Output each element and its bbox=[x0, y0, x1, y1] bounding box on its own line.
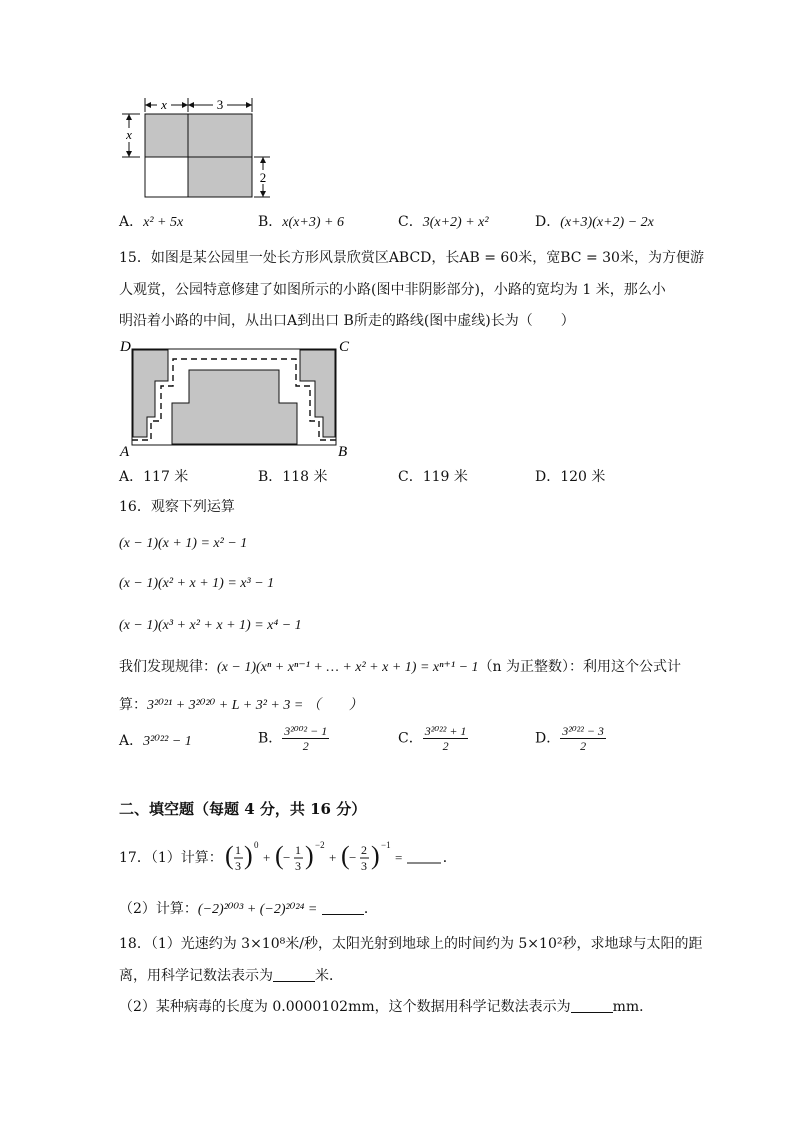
svg-text:): ) bbox=[243, 841, 253, 870]
q15-option-b-text: 118 米 bbox=[282, 469, 328, 485]
q18-part2-a: （2）某种病毒的长度为 0.0000102mm，这个数据用科学记数法表示为 bbox=[119, 999, 571, 1015]
q16-rule-prefix: 我们发现规律： bbox=[119, 659, 217, 675]
q14-figure bbox=[118, 94, 278, 204]
q18-part2 bbox=[119, 997, 653, 1017]
q17-part1-prefix: 17．（1）计算： bbox=[119, 850, 223, 866]
svg-text:−1: −1 bbox=[380, 840, 391, 850]
q17-part1-expression bbox=[225, 839, 443, 877]
q14-option-d-expr: (x+3)(x+2) − 2x bbox=[560, 215, 654, 230]
q18-part1-answer-blank bbox=[273, 967, 315, 982]
q16-calc-prefix: 算： bbox=[119, 697, 147, 713]
svg-text:): ) bbox=[304, 841, 314, 870]
svg-text:1: 1 bbox=[234, 843, 241, 857]
q15-label-c: C bbox=[339, 339, 350, 355]
q16-title: 16．观察下列运算 bbox=[119, 499, 235, 515]
q15-label-d: D bbox=[120, 339, 131, 355]
q17-part2-answer-blank bbox=[322, 900, 364, 915]
q15-option-c-text: 119 米 bbox=[422, 469, 468, 485]
q16-option-b-numerator: 3²⁰⁰² − 1 bbox=[284, 724, 328, 738]
q17-part1: 17．（1）计算： ( 1 3 ) 0 + ( − 1 3 ) −2 + ( − 2 3 ) −1 = ． bbox=[119, 840, 457, 876]
svg-text:2: 2 bbox=[360, 843, 367, 857]
q15-option-d-text: 120 米 bbox=[560, 469, 606, 485]
q14-option-b-expr: x(x+3) + 6 bbox=[282, 215, 344, 230]
q15-figure bbox=[116, 336, 356, 460]
q15-option-d-label: D． bbox=[535, 469, 561, 485]
q15-option-c-label: C． bbox=[398, 469, 423, 485]
q14-option-d bbox=[535, 212, 654, 233]
q14-option-a-label: A． bbox=[119, 214, 144, 230]
q16-option-a bbox=[119, 731, 192, 752]
q16-option-c bbox=[398, 724, 468, 753]
svg-text:0: 0 bbox=[253, 840, 259, 850]
svg-text:3: 3 bbox=[360, 859, 367, 873]
q15-text-line2: 人观赏，公园特意修建了如图所示的小路(图中非阴影部分)，小路的宽均为 1 米，那么小 bbox=[119, 282, 666, 298]
q14-option-d-label: D． bbox=[535, 214, 561, 230]
q16-option-c-fraction bbox=[423, 724, 469, 753]
q18-part1-line2 bbox=[119, 966, 343, 986]
svg-text:3: 3 bbox=[294, 859, 301, 873]
svg-text:−2: −2 bbox=[314, 840, 325, 850]
q16-option-d-denominator: 2 bbox=[580, 739, 587, 753]
svg-text:): ) bbox=[370, 841, 380, 870]
q15-text-line3: 明沿着小路的中间，从出口A到出口 B所走的路线(图中虚线)长为（ ） bbox=[119, 313, 575, 329]
q16-calc bbox=[119, 695, 363, 716]
svg-text:+: + bbox=[262, 850, 271, 865]
svg-text:(: ( bbox=[274, 841, 284, 870]
q15-label-b: B bbox=[338, 444, 348, 460]
q16-option-c-numerator: 3²⁰²² + 1 bbox=[424, 724, 467, 738]
q18-part2-b: mm． bbox=[612, 999, 654, 1015]
q14-option-b bbox=[258, 212, 344, 233]
svg-text:(: ( bbox=[340, 841, 350, 870]
q16-option-c-label: C． bbox=[398, 730, 423, 747]
q18-part1-line2-b: 米． bbox=[315, 968, 343, 984]
section-2-heading: 二、填空题（每题 4 分，共 16 分） bbox=[119, 800, 367, 818]
q16-eq3: (x − 1)(x³ + x² + x + 1) = x⁴ − 1 bbox=[119, 618, 302, 633]
q16-calc-expr: 3²⁰²¹ + 3²⁰²⁰ + L + 3² + 3 = （ ） bbox=[147, 698, 363, 713]
q14-option-a bbox=[119, 212, 183, 233]
q17-part2: （2）计算：(−2)²⁰⁰³ + (−2)²⁰²⁴ = ． bbox=[119, 901, 378, 917]
q16-option-d bbox=[535, 724, 606, 753]
q14-label-top-3: 3 bbox=[216, 97, 224, 112]
q14-label-right-2: 2 bbox=[259, 170, 267, 185]
q15-option-a bbox=[119, 467, 188, 487]
q14-option-c-label: C． bbox=[398, 214, 423, 230]
q15-option-b bbox=[258, 467, 327, 487]
svg-text:3: 3 bbox=[234, 859, 241, 873]
q16-option-d-numerator: 3²⁰²² − 3 bbox=[562, 724, 604, 738]
q17-part2-expr: (−2)²⁰⁰³ + (−2)²⁰²⁴ = bbox=[197, 902, 318, 917]
q18-part2-answer-blank bbox=[571, 998, 613, 1013]
q14-option-b-label: B． bbox=[258, 214, 283, 230]
q15-option-d bbox=[535, 467, 605, 487]
svg-text:−: − bbox=[282, 850, 291, 865]
svg-text:1: 1 bbox=[294, 843, 301, 857]
q15-option-b-label: B． bbox=[258, 469, 283, 485]
q14-option-c-expr: 3(x+2) + x² bbox=[422, 215, 489, 230]
q14-option-a-expr: x² + 5x bbox=[143, 215, 184, 230]
svg-text:+: + bbox=[328, 850, 337, 865]
q16-option-b bbox=[258, 724, 329, 753]
q14-label-left-x: x bbox=[126, 127, 132, 142]
q15-option-a-text: 117 米 bbox=[143, 469, 189, 485]
q16-eq1: (x − 1)(x + 1) = x² − 1 bbox=[119, 536, 248, 551]
q16-rule-expr: (x − 1)(xⁿ + xⁿ⁻¹ + … + x² + x + 1) = xⁿ⁺¹ − 1 bbox=[217, 660, 479, 675]
q16-rule bbox=[119, 657, 681, 678]
q16-option-b-label: B． bbox=[258, 730, 283, 747]
q16-option-b-fraction bbox=[282, 724, 329, 753]
q14-label-top-x: x bbox=[161, 97, 167, 112]
q16-option-a-text: 3²⁰²² − 1 bbox=[143, 734, 192, 749]
svg-text:=: = bbox=[394, 850, 403, 865]
q18-part1-line1: 18．（1）光速约为 3×10⁸米/秒，太阳光射到地球上的时间约为 5×10²秒，求地球与太阳的距 bbox=[119, 936, 703, 952]
q15-text-line1: 15．如图是某公园里一处长方形风景欣赏区ABCD，长AB = 60米，宽BC = 30米，为方便游 bbox=[119, 250, 704, 266]
q16-rule-suffix: （n 为正整数）：利用这个公式计 bbox=[478, 659, 682, 675]
q18-part1-line2-a: 离，用科学记数法表示为 bbox=[119, 968, 273, 984]
q17-part2-prefix: （2）计算： bbox=[119, 901, 198, 917]
q14-option-c bbox=[398, 212, 489, 233]
q16-option-a-label: A． bbox=[119, 733, 144, 749]
svg-text:(: ( bbox=[224, 841, 234, 870]
q15-option-c bbox=[398, 467, 468, 487]
q16-eq2: (x − 1)(x² + x + 1) = x³ − 1 bbox=[119, 576, 275, 591]
q16-option-b-denominator: 2 bbox=[302, 739, 309, 753]
q15-option-a-label: A． bbox=[119, 469, 144, 485]
q15-label-a: A bbox=[120, 444, 130, 460]
q16-option-c-denominator: 2 bbox=[442, 739, 449, 753]
svg-text:−: − bbox=[348, 850, 357, 865]
q16-option-d-label: D． bbox=[535, 730, 561, 747]
q16-option-d-fraction bbox=[560, 724, 606, 753]
